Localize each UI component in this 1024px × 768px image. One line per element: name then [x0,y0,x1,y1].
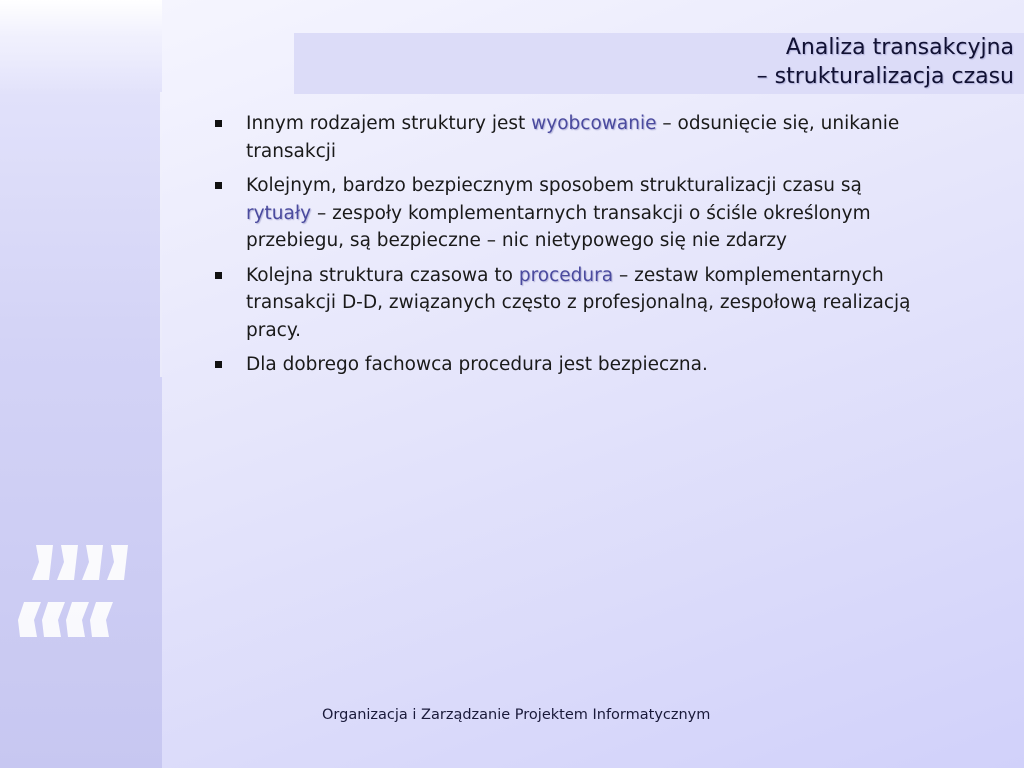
bullet-1-text-after: – odsunięcie się, unikanie transakcji [246,113,900,162]
bullet-1-highlight: wyobcowanie [531,113,657,134]
bullet-item-3 [212,262,932,345]
left-decorative-band [0,0,162,768]
bullet-list [212,110,932,386]
bullet-3-text-before: Kolejna struktura czasowa to [246,264,519,286]
bullet-4-text-before: Dla dobrego fachowca procedura jest bezpieczna. [246,354,708,375]
slide-title [757,33,1014,91]
left-band-top-fade [0,0,162,95]
bullet-square-icon [215,120,222,127]
title-line-2: – strukturalizacja czasu [756,64,1014,89]
decorative-arrows [18,540,138,645]
bullet-2-highlight: rytuały [246,202,312,224]
chevron-right-icon [32,545,128,580]
bullet-item-1 [212,110,932,165]
bullet-square-icon [215,272,222,279]
bullet-item-4 [212,351,932,379]
bullet-2-text-before: Kolejnym, bardzo bezpiecznym sposobem strukturalizacji czasu są [246,175,862,196]
bullet-1-text-before: Innym rodzajem struktury jest [246,113,532,134]
footer-text: Organizacja i Zarządzanie Projektem Informatycznym [322,707,711,723]
bullet-square-icon [215,361,222,368]
bullet-item-2 [212,172,932,255]
chevron-left-icon [18,602,113,637]
title-line-1: Analiza transakcyjna [785,35,1014,60]
bullet-3-text-after: – zestaw komplementarnych transakcji D-D, związanych często z profesjonalną, zespołową realizacją pracy. [246,264,911,341]
title-box [294,33,1024,94]
bullet-3-highlight: procedura [518,264,614,286]
bullet-2-text-after: – zespoły komplementarnych transakcji o ściśle określonym przebiegu, są bezpieczne – nic nietypowego się nie zdarzy [246,202,871,251]
band-divider [160,92,162,377]
bullet-square-icon [215,182,222,189]
